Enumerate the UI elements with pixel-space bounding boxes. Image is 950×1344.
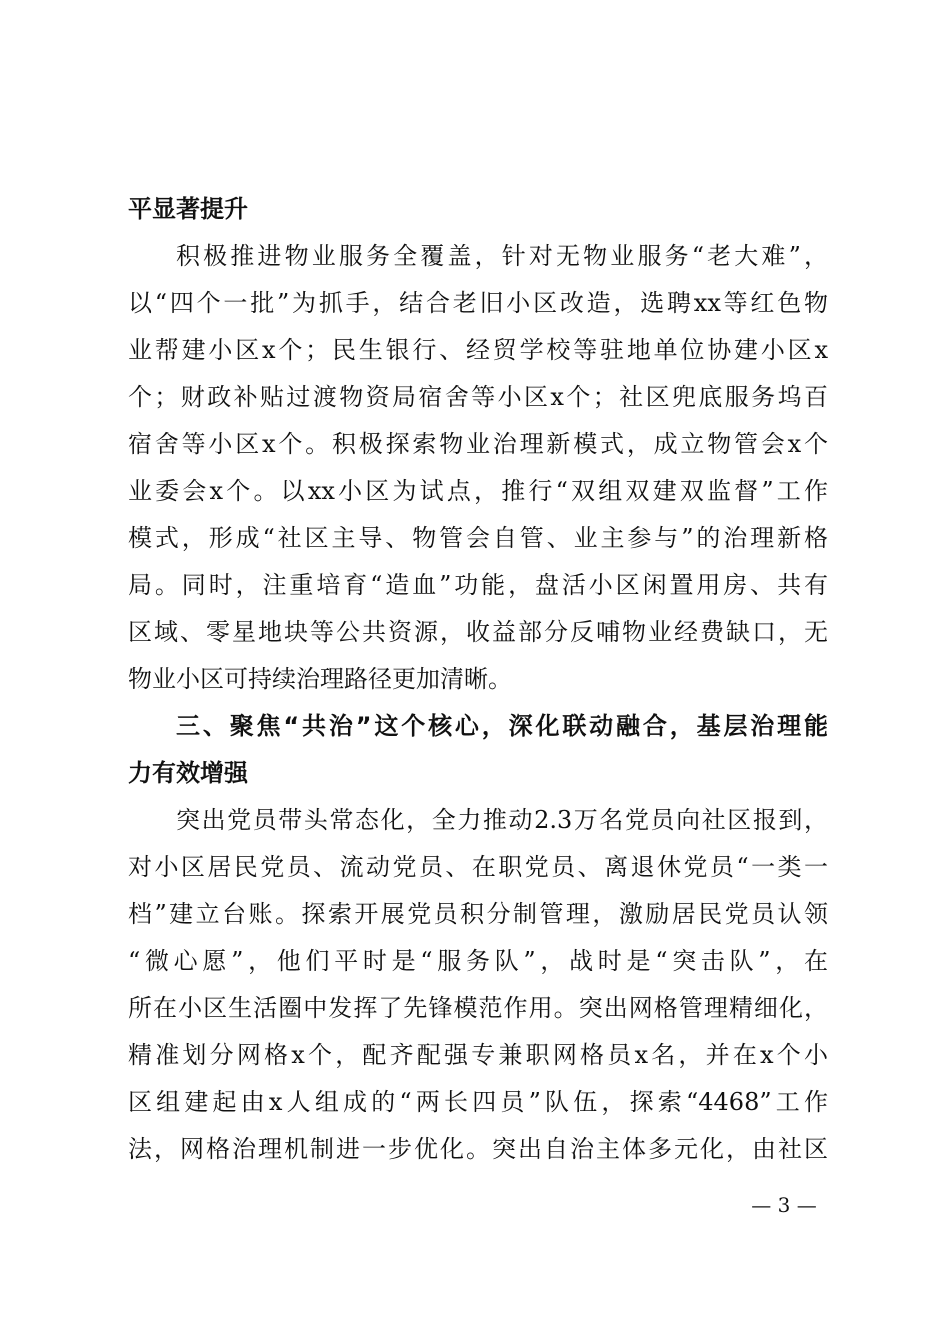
body-text [128, 186, 828, 1173]
paragraph-line: 业帮建小区x个；民生银行、经贸学校等驻地单位协建小区x [128, 336, 828, 364]
paragraph-line: 区域、零星地块等公共资源，收益部分反哺物业经费缺口，无 [128, 618, 828, 646]
paragraph-line: 个；财政补贴过渡物资局宿舍等小区x个；社区兜底服务坞百 [128, 383, 828, 411]
paragraph-line: 宿舍等小区x个。积极探索物业治理新模式，成立物管会x个 [128, 430, 828, 458]
paragraph-line: “微心愿”，他们平时是“服务队”，战时是“突击队”，在 [128, 947, 828, 975]
paragraph-line: 以“四个一批”为抓手，结合老旧小区改造，选聘xx等红色物 [128, 289, 828, 317]
paragraph-line: 模式，形成“社区主导、物管会自管、业主参与”的治理新格 [128, 524, 828, 552]
paragraph-line: 业委会x个。以xx小区为试点，推行“双组双建双监督”工作 [128, 477, 828, 505]
section-heading: 三、聚焦“共治”这个核心，深化联动融合，基层治理能 [176, 712, 828, 740]
paragraph-line: 局。同时，注重培育“造血”功能，盘活小区闲置用房、共有 [128, 571, 828, 599]
page-number: — 3 — [751, 1193, 817, 1217]
paragraph-line: 精准划分网格x个，配齐配强专兼职网格员x名，并在x个小 [128, 1041, 828, 1069]
paragraph-line: 对小区居民党员、流动党员、在职党员、离退休党员“一类一 [128, 853, 828, 881]
paragraph-line: 所在小区生活圈中发挥了先锋模范作用。突出网格管理精细化， [128, 994, 828, 1022]
paragraph-line: 档”建立台账。探索开展党员积分制管理，激励居民党员认领 [128, 900, 828, 928]
section-heading: 力有效增强 [128, 759, 248, 787]
section-heading-continuation: 平显著提升 [128, 195, 248, 223]
paragraph-line: 区组建起由x人组成的“两长四员”队伍，探索“4468”工作 [128, 1088, 828, 1116]
paragraph-line: 法，网格治理机制进一步优化。突出自治主体多元化，由社区 [128, 1135, 828, 1163]
paragraph-line: 积极推进物业服务全覆盖，针对无物业服务“老大难”， [176, 242, 828, 270]
paragraph-line: 突出党员带头常态化，全力推动2.3万名党员向社区报到， [176, 806, 828, 834]
paragraph-line: 物业小区可持续治理路径更加清晰。 [128, 665, 512, 693]
